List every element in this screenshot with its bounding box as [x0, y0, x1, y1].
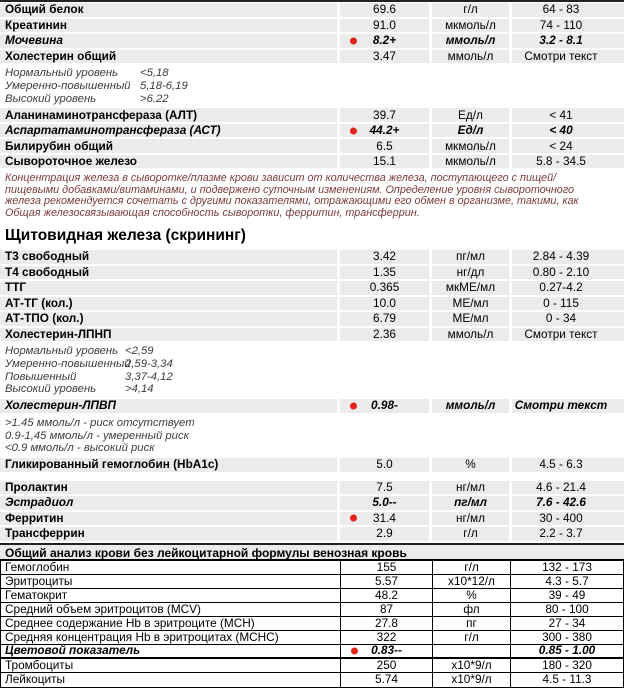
lab-row: [0, 50, 624, 64]
test-name: Средний объем эритроцитов (MCV): [1, 603, 341, 616]
serum-iron-comment: Концентрация железа в сыворотке/плазме крови зависит от количества железа, поступающего с пищей/пищевыми добавками/витаминами, и подвержено суточным изменениям. Определение уровня сывороточного железа рекомендуется сочетать с другими показателями, отражающими его обмен в организме, такими, как Общая железосвязывающая способность сыворотки, ферритин, трансферрин.: [5, 172, 579, 219]
value-cell: [340, 3, 429, 17]
value-cell: [341, 575, 433, 588]
result-value: 10.0: [373, 295, 396, 310]
value-cell: [340, 297, 429, 311]
test-name: Тромбоциты: [1, 659, 341, 672]
cbc-table: [0, 559, 624, 688]
range-cell: 2.2 - 3.7: [512, 527, 624, 541]
lab-row-abnormal: [0, 124, 624, 138]
note-value: 2,59-3,34: [125, 357, 173, 370]
note-line: [5, 358, 624, 371]
range-cell: 0.80 - 2.10: [512, 266, 624, 280]
result-value: 6.79: [373, 311, 396, 326]
test-name: Лейкоциты: [1, 673, 341, 687]
test-name: Среднее содержание Hb в эритроците (MCH): [1, 617, 341, 630]
unit-cell: фл: [433, 603, 511, 616]
test-name: Цветовой показатель: [1, 645, 341, 657]
value-cell: [340, 19, 429, 33]
note-label: Повышенный: [5, 370, 77, 383]
range-cell: 132 - 173: [542, 559, 592, 574]
abnormal-flag-icon: [350, 515, 357, 522]
lab-row: [0, 3, 624, 17]
abnormal-flag-icon: [350, 37, 357, 44]
range-cell: Смотри текст: [512, 328, 624, 342]
note-line: [5, 67, 624, 80]
test-name: Ферритин: [0, 512, 337, 526]
unit-cell: мкмоль/л: [432, 19, 509, 33]
value-cell: [340, 108, 429, 122]
note-line: [5, 371, 624, 384]
range-cell: 39 - 49: [548, 587, 586, 602]
table-row: [1, 561, 623, 575]
test-name: Аланинаминотрансфераза (АЛТ): [0, 108, 337, 122]
table-row: [1, 673, 623, 687]
test-name: АТ-ТПО (кол.): [0, 312, 337, 326]
test-name: Пролактин: [0, 481, 337, 495]
lab-row: [0, 458, 624, 472]
unit-cell: %: [432, 458, 509, 472]
table-row: [1, 589, 623, 603]
table-row-abnormal: [1, 645, 623, 659]
unit-cell: ммоль/л: [432, 328, 509, 342]
result-value: 39.7: [373, 107, 396, 122]
test-name: Мочевина: [0, 34, 337, 48]
test-name: ТТГ: [0, 281, 337, 295]
note-value: >6.22: [140, 92, 169, 105]
section-title-cbc: Общий анализ крови без лейкоцитарной формулы венозная кровь: [0, 543, 624, 559]
value-cell: [341, 603, 433, 616]
unit-cell: МЕ/мл: [432, 312, 509, 326]
range-cell: 0.85 - 1.00: [538, 643, 596, 658]
test-name: Трансферрин: [0, 527, 337, 541]
note-line: >1.45 ммоль/л - риск отсутствует: [5, 416, 195, 429]
test-name: Гематокрит: [1, 589, 341, 602]
note-label: Умеренно-повышенный: [5, 79, 131, 92]
unit-cell: %: [433, 589, 511, 602]
result-value: 3.42: [373, 249, 396, 264]
value-cell: [340, 139, 429, 153]
unit-cell: пг/мл: [432, 496, 509, 510]
result-value: 0.365: [369, 280, 400, 295]
range-cell: < 41: [512, 108, 624, 122]
hdl-risk-notes: [0, 415, 624, 458]
note-line: [5, 345, 624, 358]
test-name: Холестерин общий: [0, 50, 337, 64]
test-name: Билирубин общий: [0, 139, 337, 153]
value-cell: [340, 458, 429, 472]
range-cell: 5.8 - 34.5: [512, 155, 624, 169]
result-value: 48.2: [375, 587, 398, 602]
unit-cell: нг/дл: [432, 266, 509, 280]
lab-row: [0, 328, 624, 342]
note-line: <0.9 ммоль/л - высокий риск: [5, 442, 155, 455]
lab-row: [0, 266, 624, 280]
unit-cell: г/л: [432, 3, 509, 17]
result-value: 2.9: [376, 526, 393, 541]
note-value: 3,37-4,12: [125, 370, 173, 383]
unit-cell: ммоль/л: [432, 399, 509, 413]
abnormal-flag-icon: [350, 402, 357, 409]
value-cell: [341, 673, 433, 687]
lab-row: [0, 312, 624, 326]
lab-row: [0, 512, 624, 526]
value-cell: [340, 496, 429, 510]
section-spacer: [0, 474, 624, 481]
unit-cell: пг: [433, 617, 511, 630]
test-name: Эритроциты: [1, 575, 341, 588]
result-value: 250: [376, 657, 397, 672]
range-cell: 0 - 34: [512, 312, 624, 326]
abnormal-flag-icon: [351, 647, 358, 654]
range-cell: 180 - 320: [542, 657, 592, 672]
unit-cell: х10*12/л: [433, 575, 511, 588]
note-line: [5, 80, 624, 93]
unit-cell: Ед/л: [432, 108, 509, 122]
unit-cell: пг/мл: [432, 250, 509, 264]
note-value: >4,14: [125, 383, 154, 396]
lab-row: [0, 297, 624, 311]
section-title-thyroid: Щитовидная железа (скрининг): [5, 227, 246, 245]
range-cell: 74 - 110: [512, 19, 624, 33]
value-cell: [340, 155, 429, 169]
table-row: [1, 575, 623, 589]
test-name: Холестерин-ЛПВП: [0, 399, 337, 413]
unit-cell: х10*9/л: [433, 659, 511, 672]
unit-cell: х10*9/л: [433, 673, 511, 687]
range-cell: 2.84 - 4.39: [512, 250, 624, 264]
value-cell: [340, 512, 429, 526]
unit-cell: мкмоль/л: [432, 155, 509, 169]
result-value: 5.57: [375, 573, 398, 588]
range-cell: 80 - 100: [545, 601, 589, 616]
value-cell: [341, 617, 433, 630]
lab-row: [0, 108, 624, 122]
note-line: 0.9-1,45 ммоль/л - умеренный риск: [5, 429, 189, 442]
cholesterol-reference-notes: [0, 65, 624, 108]
range-cell: 4.5 - 11.3: [542, 672, 592, 687]
value-cell: [340, 281, 429, 295]
range-cell: 4.5 - 6.3: [512, 458, 624, 472]
result-value: 87: [379, 601, 394, 616]
result-value: 5.0: [376, 457, 393, 472]
lab-row-abnormal: [0, 496, 624, 510]
result-value: 3.47: [373, 48, 396, 63]
test-name: Креатинин: [0, 19, 337, 33]
range-cell: 4.3 - 5.7: [545, 573, 589, 588]
test-name: Холестерин-ЛПНП: [0, 328, 337, 342]
unit-cell: г/л: [432, 527, 509, 541]
lab-row: [0, 139, 624, 153]
table-row: [1, 659, 623, 673]
result-value: 2.36: [373, 326, 396, 341]
value-cell: [340, 527, 429, 541]
value-cell: [341, 631, 433, 644]
result-value: 27.8: [375, 615, 398, 630]
result-value: 322: [376, 629, 397, 644]
note-value: 5,18-6,19: [140, 79, 188, 92]
result-value: 7.5: [376, 479, 393, 494]
result-value: 69.6: [373, 2, 396, 17]
lab-row: [0, 281, 624, 295]
result-value: 0.83--: [371, 643, 402, 658]
lab-row: [0, 250, 624, 264]
range-cell: < 24: [512, 139, 624, 153]
lab-row-abnormal: [0, 399, 624, 413]
value-cell: [340, 481, 429, 495]
value-cell: [340, 399, 429, 413]
test-name: Аспартатаминотрансфераза (АСТ): [0, 124, 337, 138]
test-name: Эстрадиол: [0, 496, 337, 510]
unit-cell: г/л: [433, 631, 511, 644]
test-name: Т4 свободный: [0, 266, 337, 280]
result-value: 15.1: [373, 154, 396, 169]
note-value: <5,18: [140, 67, 169, 79]
result-value: 44.2+: [369, 123, 400, 138]
value-cell: [340, 34, 429, 48]
range-cell: 64 - 83: [512, 3, 624, 17]
value-cell: [340, 266, 429, 280]
range-cell: 3.2 - 8.1: [512, 34, 624, 48]
abnormal-flag-icon: [350, 127, 357, 134]
range-cell: 7.6 - 42.6: [512, 496, 624, 510]
test-name: Средняя концентрация Hb в эритроцитах (MCHC): [1, 631, 341, 644]
note-label: Высокий уровень: [5, 383, 97, 396]
result-value: 155: [376, 559, 397, 574]
lab-row: [0, 155, 624, 169]
test-name: Гемоглобин: [1, 561, 341, 574]
test-name: Т3 свободный: [0, 250, 337, 264]
test-name: АТ-ТГ (кол.): [0, 297, 337, 311]
result-value: 5.74: [375, 672, 398, 687]
unit-cell: мкмоль/л: [432, 139, 509, 153]
range-cell: Смотри текст: [512, 399, 624, 413]
result-value: 1.35: [373, 264, 396, 279]
unit-cell: ммоль/л: [432, 50, 509, 64]
note-label: Умеренно-повышенный: [5, 357, 131, 370]
unit-cell: г/л: [433, 561, 511, 574]
value-cell: [340, 312, 429, 326]
lab-row: [0, 19, 624, 33]
note-line: [5, 93, 624, 106]
range-cell: 30 - 400: [512, 512, 624, 526]
ldl-reference-notes: [0, 343, 624, 399]
table-row: [1, 617, 623, 631]
value-cell: [340, 328, 429, 342]
result-value: 5.0--: [372, 495, 397, 510]
unit-cell: [433, 645, 511, 657]
value-cell: [341, 589, 433, 602]
unit-cell: МЕ/мл: [432, 297, 509, 311]
range-cell: 4.6 - 21.4: [512, 481, 624, 495]
note-label: Высокий уровень: [5, 92, 97, 105]
value-cell: [341, 561, 433, 574]
note-value: <2,59: [125, 345, 154, 358]
test-name: Гликированный гемоглобин (HbA1c): [0, 458, 337, 472]
unit-cell: мкМЕ/мл: [432, 281, 509, 295]
unit-cell: ммоль/л: [432, 34, 509, 48]
range-cell: Смотри текст: [512, 50, 624, 64]
note-label: Нормальный уровень: [5, 345, 119, 358]
range-cell: < 40: [512, 124, 624, 138]
result-value: 0.98-: [371, 398, 398, 413]
lab-row: [0, 527, 624, 541]
result-value: 6.5: [376, 138, 393, 153]
test-name: Общий белок: [0, 3, 337, 17]
test-name: Сывороточное железо: [0, 155, 337, 169]
result-value: 31.4: [373, 510, 396, 525]
result-value: 91.0: [373, 17, 396, 32]
range-cell: 0.27-4.2: [512, 281, 624, 295]
unit-cell: нг/мл: [432, 481, 509, 495]
unit-cell: нг/мл: [432, 512, 509, 526]
table-row: [1, 603, 623, 617]
range-cell: 27 - 34: [548, 615, 586, 630]
value-cell: [341, 659, 433, 672]
value-cell: [340, 250, 429, 264]
value-cell: [340, 50, 429, 64]
lab-row: [0, 481, 624, 495]
lab-row-abnormal: [0, 34, 624, 48]
range-cell: 0 - 115: [512, 297, 624, 311]
value-cell: [340, 124, 429, 138]
result-value: 8.2+: [372, 33, 397, 48]
range-cell: 300 - 380: [542, 629, 592, 644]
value-cell: [341, 645, 433, 657]
unit-cell: Ед/л: [432, 124, 509, 138]
note-line: [5, 383, 624, 396]
note-label: Нормальный уровень: [5, 67, 119, 79]
